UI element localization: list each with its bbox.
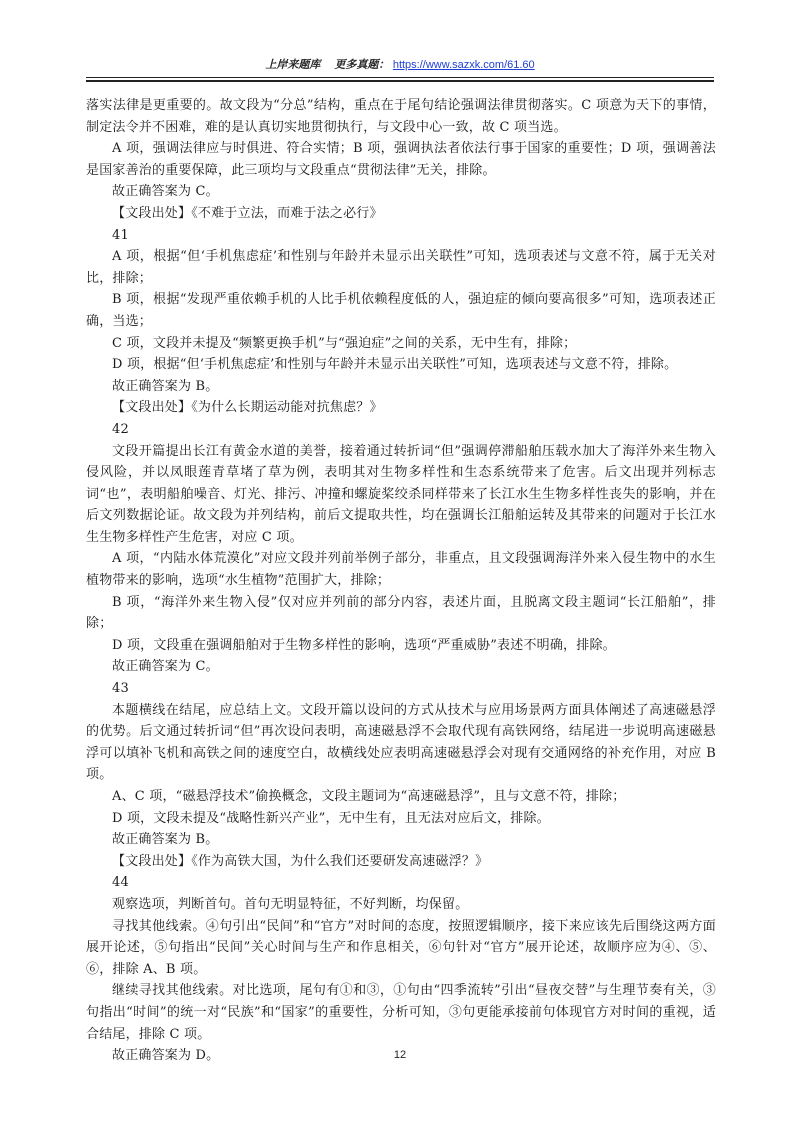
header-rule-bottom (86, 80, 714, 82)
paragraph: A、C 项，“磁悬浮技术”偷换概念，文段主题词为“高速磁悬浮”，且与文意不符，排除； (112, 789, 626, 804)
paragraph: A 项，强调法律应与时俱进、符合实情；B 项，强调执法者依法行事于国家的重要性；D 项，强调善法是国家善治的重要保障，此三项均与文段重点“贯彻法律”无关，排除。 (86, 141, 716, 178)
paragraph: 43 (112, 681, 129, 697)
paragraph: 【文段出处】《作为高铁大国，为什么我们还要研发高速磁浮？》 (112, 853, 489, 869)
paragraph: 【文段出处】《为什么长期运动能对抗焦虑？》 (112, 400, 383, 416)
paragraph: A 项，根据“但‘手机焦虑症’和性别与年龄并未显示出关联性”可知，选项表述与文意不符，属于无关对比，排除； (86, 249, 716, 286)
paragraph: B 项，根据“发现严重依赖手机的人比手机依赖程度低的人，强迫症的倾向要高很多”可知，选项表述正确，当选； (86, 292, 716, 329)
paragraph: 【文段出处】《不难于立法，而难于法之必行》 (112, 205, 383, 221)
paragraph: 观察选项，判断首句。首句无明显特征，不好判断，均保留。 (112, 896, 469, 912)
page-header (0, 58, 800, 72)
more-questions-label: 更多真题： (334, 58, 390, 71)
paragraph: 继续寻找其他线索。对比选项，尾句有①和③，①句由“四季流转”引出“昼夜交替”与生理节奏有关，③句指出“时间”的统一对“民族”和“国家”的重要性，分析可知，③句更能承接前句体现官方对时间的重视，适合结尾，排除 C 项。 (86, 983, 716, 1042)
paragraph: D 项，根据“但‘手机焦虑症’和性别与年龄并未显示出关联性”可知，选项表述与文意不符，排除。 (112, 357, 678, 373)
paragraph: 41 (112, 227, 129, 243)
header-url-link[interactable]: https://www.sazxk.com/61.60 (392, 59, 535, 71)
paragraph: 故正确答案为 C。 (112, 659, 219, 675)
site-brand: 上岸来题库 (265, 58, 321, 71)
paragraph: 落实法律是更重要的。故文段为“分总”结构，重点在于尾句结论强调法律贯彻落实。C 项意为天下的事情，制定法令并不困难，难的是认真切实地贯彻执行，与文段中心一致，故 C 项当选。 (86, 98, 716, 135)
header-rule-top (86, 77, 714, 78)
paragraph: 文段开篇提出长江有黄金水道的美誉，接着通过转折词“但”强调停滞船舶压载水加大了海洋外来生物入侵风险，并以凤眼莲青草堵了草为例，表明其对生物多样性和生态系统带来了危害。后文出现并列标志词“也”，表明船舶噪音、灯光、排污、冲撞和螺旋桨绞杀同样带来了长江水生生物多样性丧失的影响，并在后文列数据论证。故文段为并列结构，前后文提取共性，均在强调长江船舶运转及其带来的问题对于长江水生生物多样性产生危害，对应 C 项。 (86, 443, 716, 545)
paragraph: 故正确答案为 C。 (112, 184, 219, 200)
paragraph: 故正确答案为 B。 (112, 378, 219, 394)
document-body (86, 95, 716, 1067)
page-number: 12 (393, 1049, 407, 1061)
paragraph: 寻找其他线索。④句引出“民间”和“官方”对时间的态度，按照逻辑顺序，接下来应该先后围绕这两方面展开论述，⑤句指出“民间”关心时间与生产和作息相关，⑥句针对“官方”展开论述，故顺序应为④、⑤、⑥，排除 A、B 项。 (86, 918, 716, 977)
paragraph: 本题横线在结尾，应总结上文。文段开篇以设问的方式从技术与应用场景两方面具体阐述了高速磁悬浮的优势。后文通过转折词“但”再次设问表明，高速磁悬浮不会取代现有高铁网络，结尾进一步说明高速磁悬浮可以填补飞机和高铁之间的速度空白，故横线处应表明高速磁悬浮会对现有交通网络的补充作用，对应 B 项。 (86, 702, 716, 783)
paragraph: 故正确答案为 B。 (112, 832, 219, 848)
paragraph: C 项，文段并未提及“频繁更换手机”与“强迫症”之间的关系，无中生有，排除； (112, 335, 577, 351)
paragraph: A 项，“内陆水体荒漠化”对应文段并列前举例子部分，非重点，且文段强调海洋外来入侵生物中的水生植物带来的影响，选项“水生植物”范围扩大，排除； (86, 551, 716, 589)
paragraph: D 项，文段重在强调船舶对于生物多样性的影响，选项“严重威胁”表述不明确，排除。 (112, 637, 616, 653)
paragraph: 42 (112, 421, 129, 437)
paragraph: B 项，“海洋外来生物入侵”仅对应并列前的部分内容，表述片面，且脱离文段主题词“长江船舶”，排除； (86, 594, 716, 632)
paragraph: 故正确答案为 D。 (112, 1048, 220, 1064)
paragraph: 44 (112, 875, 129, 891)
paragraph: D 项，文段未提及“战略性新兴产业”，无中生有，且无法对应后文，排除。 (112, 810, 550, 826)
